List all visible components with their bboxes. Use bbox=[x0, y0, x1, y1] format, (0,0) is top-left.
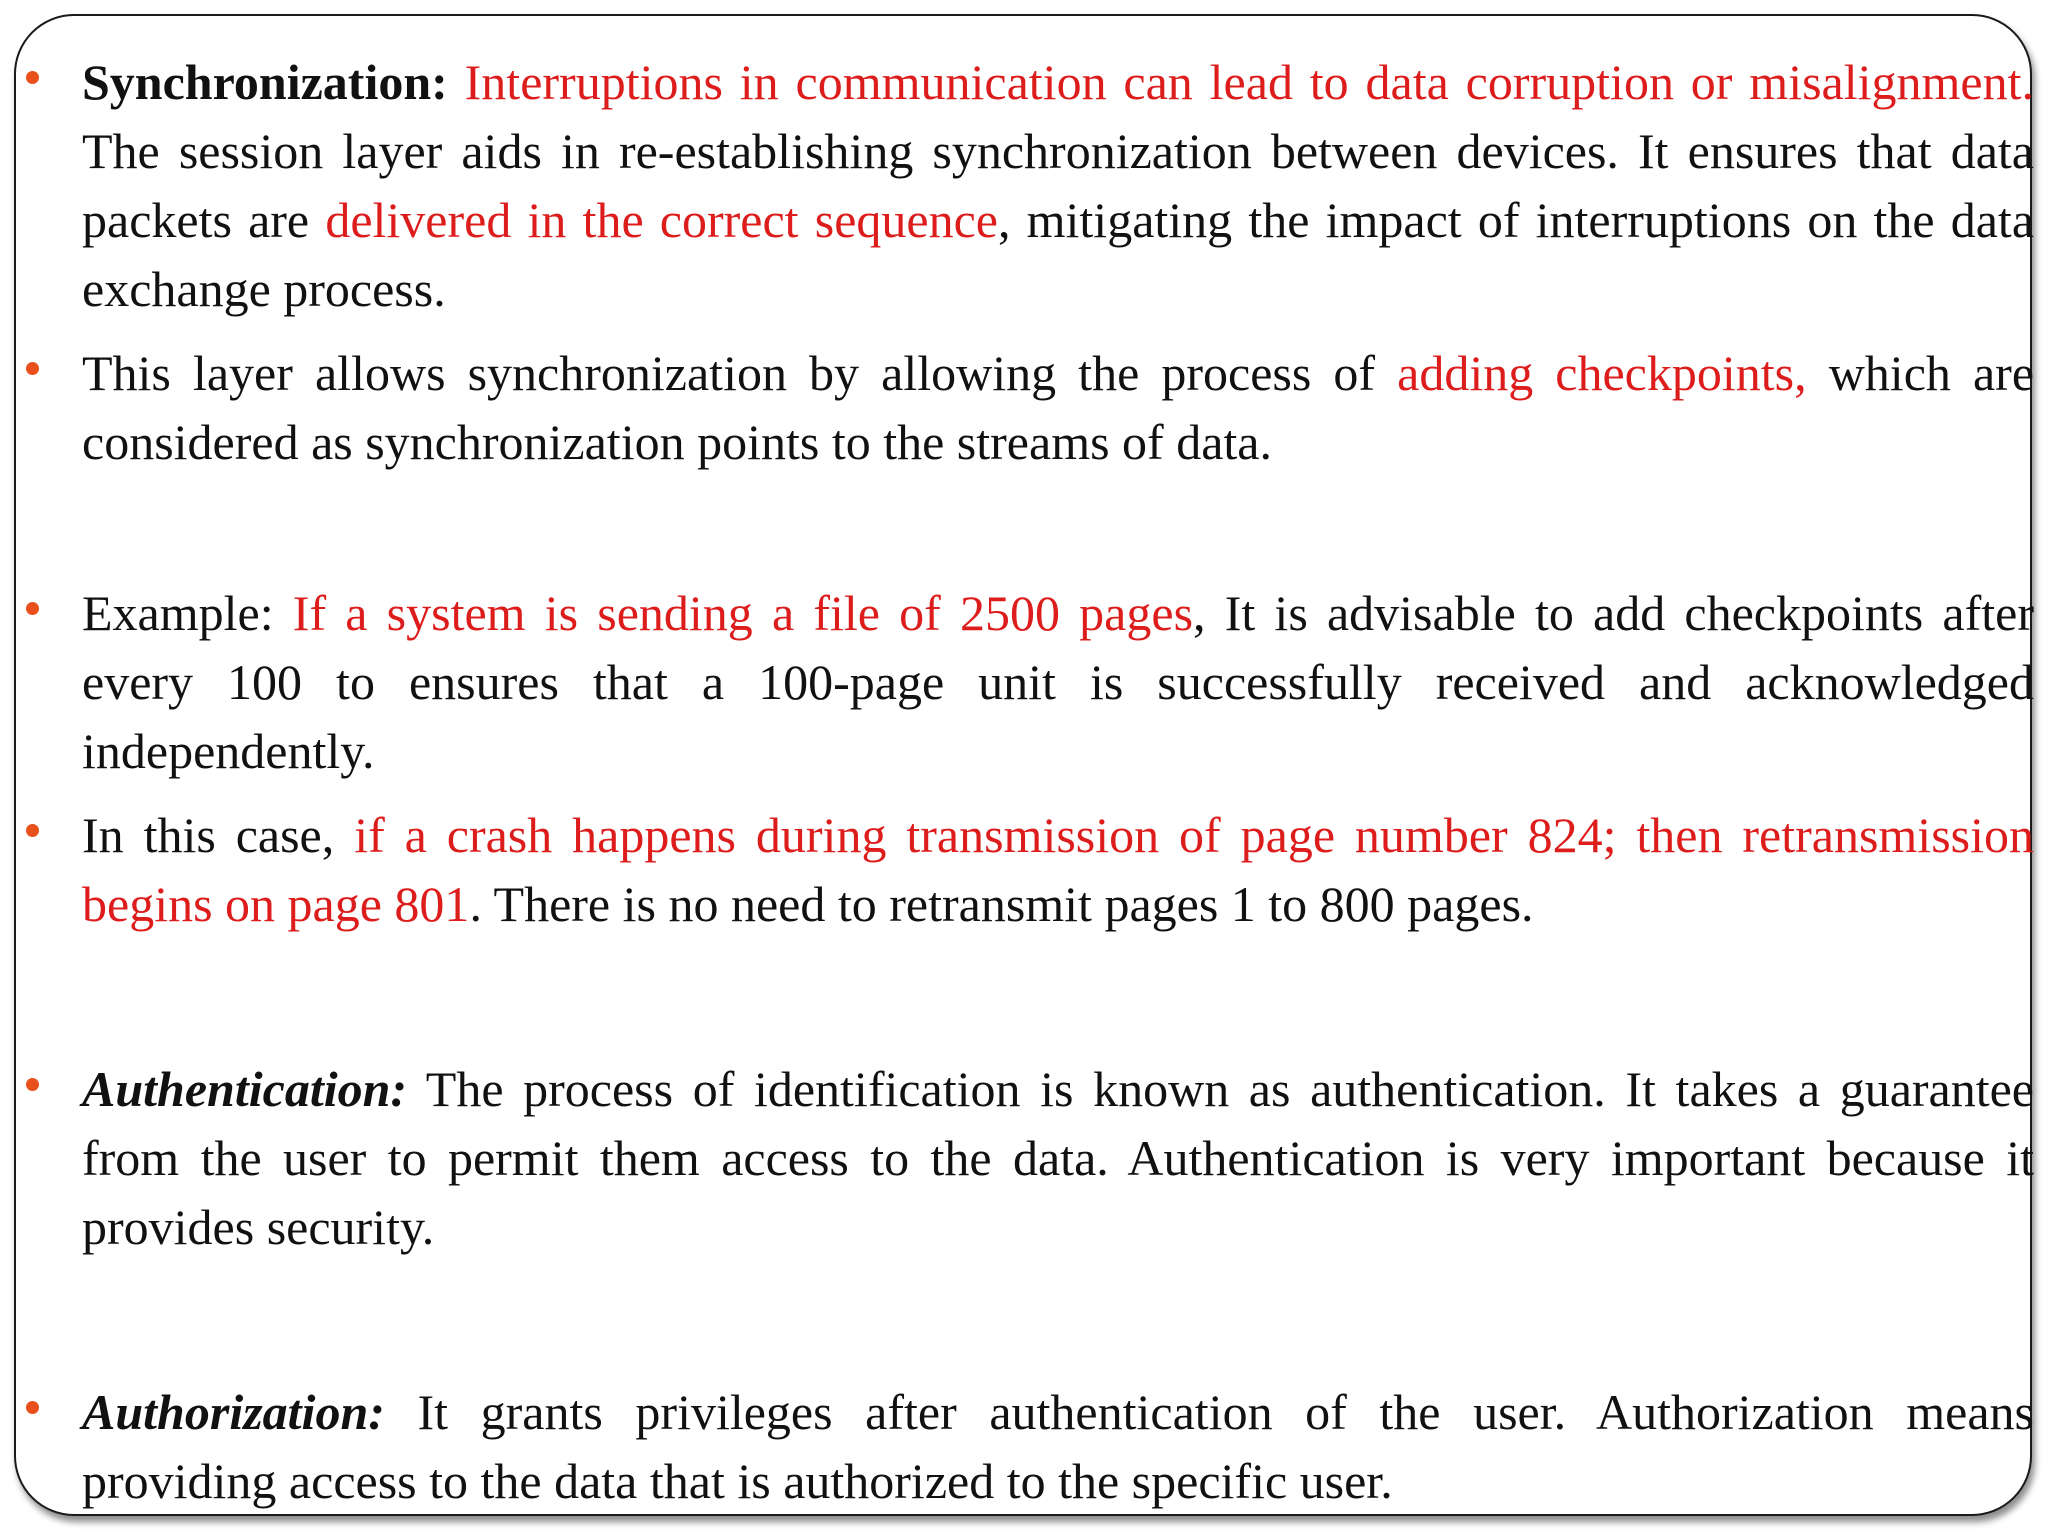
body-text: In this case, bbox=[82, 807, 335, 863]
highlight-text: adding checkpoints, bbox=[1397, 345, 1807, 401]
bullet-dot-icon bbox=[26, 71, 39, 84]
highlight-text: Interruptions in communication can lead to data corruption or misalignment. bbox=[464, 54, 2034, 110]
bullet-dot-icon bbox=[26, 1401, 39, 1414]
body-text: It grants privileges after authentication of the user. Authorization means providing access to the data that is authorized to the specific user. bbox=[82, 1384, 2034, 1509]
bullet-example bbox=[82, 579, 2034, 786]
bullet-dot-icon bbox=[26, 1078, 39, 1091]
term-synchronization: Synchronization: bbox=[82, 54, 448, 110]
body-text: . There is no need to retransmit pages 1 to 800 pages. bbox=[469, 876, 1534, 932]
term-authorization: Authorization: bbox=[82, 1384, 385, 1440]
slide-content bbox=[82, 48, 2034, 1516]
highlight-text: if a crash happens during transmission of page number 824; then retransmission begins on page 801 bbox=[82, 807, 2034, 932]
body-text: The process of identification is known as authentication. It takes a guarantee from the user to permit them access to the data. Authentication is very important because it provides security. bbox=[82, 1061, 2035, 1255]
highlight-text: delivered in the correct sequence bbox=[325, 192, 998, 248]
body-text: which are considered as synchronization points to the streams of data. bbox=[82, 345, 2035, 470]
body-text: , mitigating the impact of interruptions on the data exchange process. bbox=[82, 192, 2035, 317]
body-text: The session layer aids in re-establishing synchronization between devices. It ensures that data packets are bbox=[82, 123, 2034, 248]
bullet-dot-icon bbox=[26, 602, 39, 615]
body-text: , It is advisable to add checkpoints after every 100 to ensures that a 100-page unit is successfully received and acknowledged independently. bbox=[82, 585, 2034, 779]
highlight-text: If a system is sending a file of 2500 pages bbox=[292, 585, 1194, 641]
bullet-dot-icon bbox=[26, 824, 39, 837]
bullet-checkpoints bbox=[82, 339, 2034, 477]
body-text: Example: bbox=[82, 585, 274, 641]
bullet-authentication bbox=[82, 1055, 2034, 1262]
bullet-crash-case bbox=[82, 801, 2034, 939]
bullet-dot-icon bbox=[26, 362, 39, 375]
bullet-authorization bbox=[82, 1378, 2034, 1516]
body-text: This layer allows synchronization by allowing the process of bbox=[82, 345, 1376, 401]
bullet-synchronization bbox=[82, 48, 2034, 324]
term-authentication: Authentication: bbox=[82, 1061, 408, 1117]
